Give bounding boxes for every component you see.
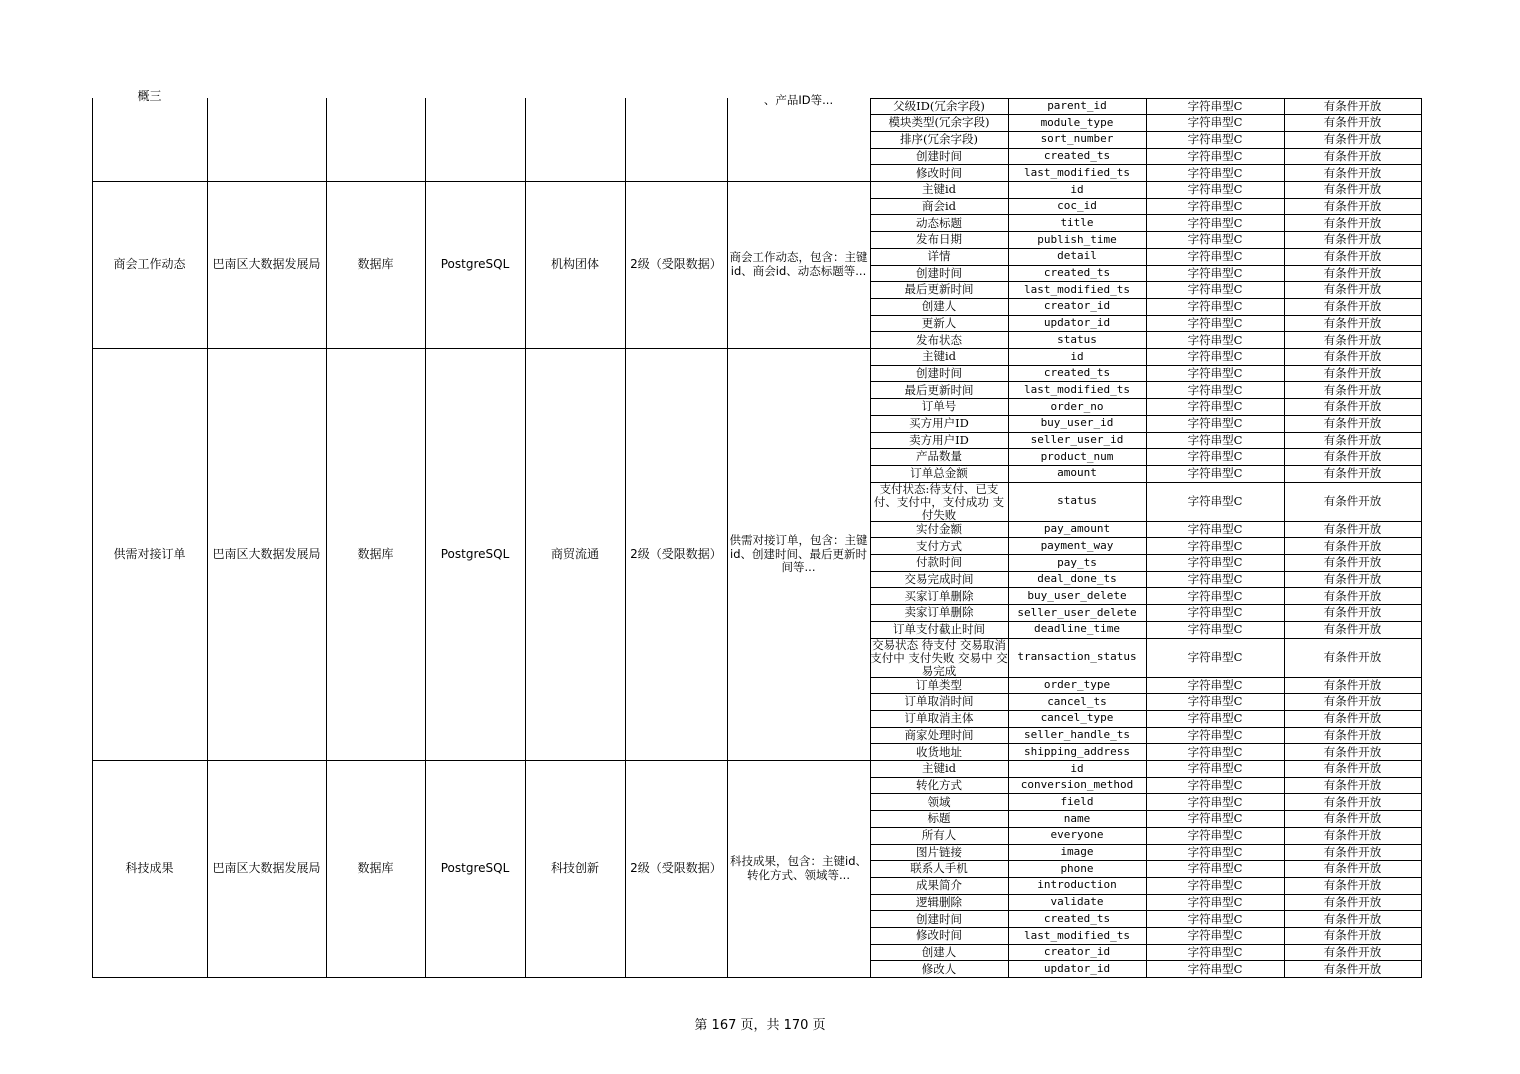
- column-border: [625, 98, 626, 978]
- field-cn-name: 发布日期: [916, 232, 962, 247]
- field-share: 有条件开放: [1323, 115, 1382, 130]
- field-type: 字符串型C: [1187, 911, 1243, 926]
- field-en-name: transaction_status: [1017, 650, 1137, 664]
- column-border: [1284, 98, 1285, 978]
- page-footer: 第 167 页，共 170 页: [694, 1018, 826, 1033]
- field-share: 有条件开放: [1323, 98, 1382, 113]
- field-en-name: introduction: [1037, 878, 1117, 892]
- group-border: [92, 977, 871, 978]
- field-type: 字符串型C: [1187, 215, 1243, 230]
- field-en-name: last_modified_ts: [1024, 165, 1130, 179]
- field-cn-name: 发布状态: [916, 332, 962, 347]
- field-cn-name: 商会id: [921, 198, 957, 213]
- field-cn-name: 逻辑删除: [916, 894, 962, 909]
- field-share: 有条件开放: [1323, 777, 1382, 792]
- field-cn-name: 父级ID(冗余字段): [893, 98, 985, 113]
- field-share: 有条件开放: [1323, 148, 1382, 163]
- field-en-name: phone: [1060, 861, 1094, 875]
- field-en-name: deal_done_ts: [1037, 572, 1117, 586]
- resource-desc: 商会工作动态，包含：主键id、商会id、动态标题等...: [729, 250, 868, 278]
- field-share: 有条件开放: [1323, 282, 1382, 297]
- security-level: 2级（受限数据）: [630, 257, 722, 272]
- field-type: 字符串型C: [1187, 148, 1243, 163]
- field-cn-name: 领域: [927, 794, 951, 809]
- field-type: 字符串型C: [1187, 182, 1243, 197]
- field-en-name: module_type: [1040, 115, 1114, 129]
- field-en-name: creator_id: [1043, 945, 1111, 959]
- field-en-name: updator_id: [1043, 316, 1111, 330]
- field-share: 有条件开放: [1323, 249, 1382, 264]
- field-cn-name: 修改时间: [916, 165, 962, 180]
- field-type: 字符串型C: [1187, 844, 1243, 859]
- field-type: 字符串型C: [1187, 727, 1243, 742]
- field-en-name: detail: [1057, 249, 1097, 263]
- field-cn-name: 订单支付截止时间: [893, 622, 985, 637]
- field-cn-name: 订单号: [921, 399, 957, 414]
- field-type: 字符串型C: [1187, 961, 1243, 976]
- field-share: 有条件开放: [1323, 365, 1382, 380]
- field-en-name: pay_amount: [1043, 522, 1111, 536]
- field-en-name: updator_id: [1043, 961, 1111, 975]
- field-en-name: deadline_time: [1033, 622, 1121, 636]
- field-en-name: buy_user_delete: [1027, 588, 1127, 602]
- field-type: 字符串型C: [1187, 605, 1243, 620]
- field-cn-name: 创建时间: [916, 911, 962, 926]
- field-en-name: sort_number: [1040, 132, 1114, 146]
- field-share: 有条件开放: [1323, 928, 1382, 943]
- field-cn-name: 创建人: [921, 944, 957, 959]
- field-share: 有条件开放: [1323, 232, 1382, 247]
- field-en-name: cancel_type: [1040, 711, 1114, 725]
- field-cn-name: 最后更新时间: [904, 382, 974, 397]
- field-en-name: last_modified_ts: [1024, 928, 1130, 942]
- field-type: 字符串型C: [1187, 332, 1243, 347]
- field-cn-name: 交易完成时间: [904, 571, 974, 586]
- field-type: 字符串型C: [1187, 861, 1243, 876]
- field-type: 字符串型C: [1187, 777, 1243, 792]
- field-share: 有条件开放: [1323, 588, 1382, 603]
- field-type: 字符串型C: [1187, 828, 1243, 843]
- field-share: 有条件开放: [1323, 432, 1382, 447]
- category: 商贸流通: [550, 546, 599, 561]
- field-type: 字符串型C: [1187, 811, 1243, 826]
- field-share: 有条件开放: [1323, 894, 1382, 909]
- field-type: 字符串型C: [1187, 649, 1243, 664]
- field-cn-name: 订单取消时间: [904, 694, 974, 709]
- field-type: 字符串型C: [1187, 878, 1243, 893]
- field-share: 有条件开放: [1323, 761, 1382, 776]
- field-share: 有条件开放: [1323, 182, 1382, 197]
- field-en-name: order_type: [1043, 678, 1111, 692]
- field-en-name: parent_id: [1047, 99, 1107, 113]
- field-share: 有条件开放: [1323, 861, 1382, 876]
- field-cn-name: 支付方式: [916, 538, 962, 553]
- field-cn-name: 修改时间: [916, 928, 962, 943]
- field-type: 字符串型C: [1187, 232, 1243, 247]
- resource-desc: 供需对接订单，包含：主键id、创建时间、最后更新时间等...: [729, 532, 868, 575]
- field-type: 字符串型C: [1187, 98, 1243, 113]
- field-en-name: product_num: [1040, 449, 1114, 463]
- field-type: 字符串型C: [1187, 382, 1243, 397]
- field-share: 有条件开放: [1323, 299, 1382, 314]
- field-type: 字符串型C: [1187, 265, 1243, 280]
- field-share: 有条件开放: [1323, 727, 1382, 742]
- field-cn-name: 付款时间: [916, 555, 962, 570]
- field-cn-name: 创建人: [921, 299, 957, 314]
- field-cn-name: 交易状态 待支付 交易取消 支付中 支付失败 交易中 交易完成: [870, 638, 1008, 677]
- provider-dept: 巴南区大数据发展局: [212, 257, 321, 272]
- field-cn-name: 排序(冗余字段): [900, 132, 978, 147]
- field-share: 有条件开放: [1323, 215, 1382, 230]
- field-type: 字符串型C: [1187, 432, 1243, 447]
- field-cn-name: 商家处理时间: [904, 727, 974, 742]
- field-cn-name: 主键id: [921, 349, 957, 364]
- column-border: [207, 98, 208, 978]
- field-cn-name: 模块类型(冗余字段): [888, 115, 990, 130]
- field-share: 有条件开放: [1323, 961, 1382, 976]
- field-cn-name: 收货地址: [916, 744, 962, 759]
- field-share: 有条件开放: [1323, 416, 1382, 431]
- field-share: 有条件开放: [1323, 521, 1382, 536]
- field-share: 有条件开放: [1323, 911, 1382, 926]
- resource-name: 供需对接订单: [113, 546, 186, 561]
- column-border: [1008, 98, 1009, 978]
- field-type: 字符串型C: [1187, 466, 1243, 481]
- field-share: 有条件开放: [1323, 828, 1382, 843]
- field-type: 字符串型C: [1187, 249, 1243, 264]
- field-share: 有条件开放: [1323, 198, 1382, 213]
- field-share: 有条件开放: [1323, 694, 1382, 709]
- field-en-name: creator_id: [1043, 299, 1111, 313]
- field-share: 有条件开放: [1323, 555, 1382, 570]
- field-type: 字符串型C: [1187, 115, 1243, 130]
- field-share: 有条件开放: [1323, 794, 1382, 809]
- field-share: 有条件开放: [1323, 538, 1382, 553]
- field-share: 有条件开放: [1323, 711, 1382, 726]
- field-cn-name: 更新人: [921, 315, 957, 330]
- field-en-name: created_ts: [1043, 149, 1111, 163]
- field-cn-name: 卖方用户ID: [909, 432, 969, 447]
- field-type: 字符串型C: [1187, 493, 1243, 508]
- field-row-border: [870, 98, 1422, 99]
- field-type: 字符串型C: [1187, 928, 1243, 943]
- field-cn-name: 联系人手机: [910, 861, 968, 876]
- system-type: 数据库: [357, 861, 394, 876]
- column-border: [425, 98, 426, 978]
- field-en-name: pay_ts: [1057, 555, 1097, 569]
- field-share: 有条件开放: [1323, 449, 1382, 464]
- field-cn-name: 支付状态:待支付、已支付、支付中，支付成功 支付失败: [873, 482, 1005, 522]
- field-type: 字符串型C: [1187, 694, 1243, 709]
- field-en-name: seller_user_id: [1030, 433, 1124, 447]
- field-share: 有条件开放: [1323, 165, 1382, 180]
- resource-desc: 科技成果，包含：主键id、转化方式、领域等...: [730, 854, 867, 883]
- field-en-name: last_modified_ts: [1024, 282, 1130, 296]
- field-en-name: status: [1057, 332, 1097, 346]
- field-share: 有条件开放: [1323, 844, 1382, 859]
- field-cn-name: 图片链接: [916, 844, 962, 859]
- field-share: 有条件开放: [1323, 132, 1382, 147]
- db-engine: PostgreSQL: [440, 861, 510, 876]
- field-cn-name: 创建时间: [916, 148, 962, 163]
- field-cn-name: 修改人: [921, 961, 957, 976]
- field-cn-name: 最后更新时间: [904, 282, 974, 297]
- field-share: 有条件开放: [1323, 811, 1382, 826]
- field-type: 字符串型C: [1187, 282, 1243, 297]
- field-type: 字符串型C: [1187, 132, 1243, 147]
- field-type: 字符串型C: [1187, 677, 1243, 692]
- field-cn-name: 订单取消主体: [904, 711, 974, 726]
- field-type: 字符串型C: [1187, 165, 1243, 180]
- db-engine: PostgreSQL: [440, 257, 510, 272]
- field-type: 字符串型C: [1187, 622, 1243, 637]
- column-border: [870, 98, 871, 978]
- field-en-name: seller_user_delete: [1017, 605, 1137, 619]
- field-type: 字符串型C: [1187, 794, 1243, 809]
- field-en-name: created_ts: [1043, 266, 1111, 280]
- field-en-name: created_ts: [1043, 366, 1111, 380]
- field-share: 有条件开放: [1323, 493, 1382, 508]
- field-en-name: shipping_address: [1024, 744, 1130, 758]
- field-type: 字符串型C: [1187, 711, 1243, 726]
- field-cn-name: 买家订单删除: [904, 588, 974, 603]
- column-border: [326, 98, 327, 978]
- field-share: 有条件开放: [1323, 571, 1382, 586]
- field-share: 有条件开放: [1323, 332, 1382, 347]
- column-border: [92, 98, 93, 978]
- field-type: 字符串型C: [1187, 449, 1243, 464]
- field-en-name: validate: [1050, 895, 1104, 909]
- field-type: 字符串型C: [1187, 571, 1243, 586]
- field-cn-name: 转化方式: [916, 777, 962, 792]
- field-en-name: publish_time: [1037, 232, 1117, 246]
- field-share: 有条件开放: [1323, 399, 1382, 414]
- field-cn-name: 所有人: [921, 828, 957, 843]
- field-share: 有条件开放: [1323, 349, 1382, 364]
- field-cn-name: 卖家订单删除: [904, 605, 974, 620]
- field-cn-name: 详情: [927, 249, 951, 264]
- field-en-name: payment_way: [1040, 538, 1114, 552]
- field-type: 字符串型C: [1187, 555, 1243, 570]
- field-cn-name: 标题: [927, 811, 951, 826]
- field-en-name: id: [1070, 182, 1084, 196]
- field-type: 字符串型C: [1187, 538, 1243, 553]
- field-share: 有条件开放: [1323, 744, 1382, 759]
- field-en-name: field: [1060, 794, 1094, 808]
- field-en-name: name: [1063, 811, 1091, 825]
- system-type: 数据库: [357, 546, 394, 561]
- field-share: 有条件开放: [1323, 265, 1382, 280]
- field-en-name: id: [1070, 349, 1084, 363]
- field-share: 有条件开放: [1323, 622, 1382, 637]
- field-type: 字符串型C: [1187, 521, 1243, 536]
- resource-name: 商会工作动态: [113, 257, 186, 272]
- field-share: 有条件开放: [1323, 677, 1382, 692]
- field-share: 有条件开放: [1323, 944, 1382, 959]
- field-en-name: id: [1070, 761, 1084, 775]
- field-type: 字符串型C: [1187, 894, 1243, 909]
- field-cn-name: 成果简介: [916, 878, 962, 893]
- field-cn-name: 主键id: [921, 182, 957, 197]
- field-en-name: title: [1060, 215, 1094, 229]
- field-cn-name: 产品数量: [916, 449, 962, 464]
- column-border: [1146, 98, 1147, 978]
- resource-name: 科技成果: [125, 861, 174, 876]
- field-en-name: buy_user_id: [1040, 416, 1114, 430]
- field-type: 字符串型C: [1187, 744, 1243, 759]
- column-border: [525, 98, 526, 978]
- field-en-name: coc_id: [1057, 199, 1097, 213]
- security-level: 2级（受限数据）: [630, 546, 722, 561]
- provider-dept: 巴南区大数据发展局: [212, 861, 321, 876]
- field-en-name: everyone: [1050, 828, 1104, 842]
- field-cn-name: 订单类型: [916, 677, 962, 692]
- system-type: 数据库: [357, 257, 394, 272]
- field-type: 字符串型C: [1187, 299, 1243, 314]
- partial-resource-name: 概三: [137, 90, 162, 104]
- field-type: 字符串型C: [1187, 349, 1243, 364]
- field-en-name: last_modified_ts: [1024, 382, 1130, 396]
- field-cn-name: 订单总金额: [910, 466, 968, 481]
- field-cn-name: 创建时间: [916, 265, 962, 280]
- column-border: [727, 98, 728, 978]
- column-border: [1421, 98, 1422, 978]
- field-type: 字符串型C: [1187, 944, 1243, 959]
- field-type: 字符串型C: [1187, 315, 1243, 330]
- field-en-name: seller_handle_ts: [1024, 728, 1130, 742]
- db-engine: PostgreSQL: [440, 546, 510, 561]
- field-share: 有条件开放: [1323, 649, 1382, 664]
- field-share: 有条件开放: [1323, 605, 1382, 620]
- field-type: 字符串型C: [1187, 588, 1243, 603]
- field-en-name: conversion_method: [1020, 778, 1134, 792]
- field-share: 有条件开放: [1323, 878, 1382, 893]
- field-type: 字符串型C: [1187, 399, 1243, 414]
- field-cn-name: 买方用户ID: [909, 416, 969, 431]
- field-share: 有条件开放: [1323, 466, 1382, 481]
- field-type: 字符串型C: [1187, 198, 1243, 213]
- field-en-name: status: [1057, 494, 1097, 508]
- field-cn-name: 创建时间: [916, 365, 962, 380]
- field-en-name: image: [1060, 845, 1094, 859]
- field-type: 字符串型C: [1187, 365, 1243, 380]
- field-cn-name: 动态标题: [916, 215, 962, 230]
- field-type: 字符串型C: [1187, 761, 1243, 776]
- field-type: 字符串型C: [1187, 416, 1243, 431]
- field-share: 有条件开放: [1323, 382, 1382, 397]
- provider-dept: 巴南区大数据发展局: [212, 546, 321, 561]
- security-level: 2级（受限数据）: [630, 861, 722, 876]
- partial-resource-desc: 、产品ID等...: [763, 94, 834, 108]
- field-en-name: order_no: [1050, 399, 1104, 413]
- field-en-name: created_ts: [1043, 911, 1111, 925]
- field-en-name: amount: [1057, 466, 1097, 480]
- field-share: 有条件开放: [1323, 315, 1382, 330]
- field-en-name: cancel_ts: [1047, 694, 1107, 708]
- category: 科技创新: [550, 861, 599, 876]
- field-cn-name: 实付金额: [916, 521, 962, 536]
- category: 机构团体: [550, 257, 599, 272]
- field-cn-name: 主键id: [921, 761, 957, 776]
